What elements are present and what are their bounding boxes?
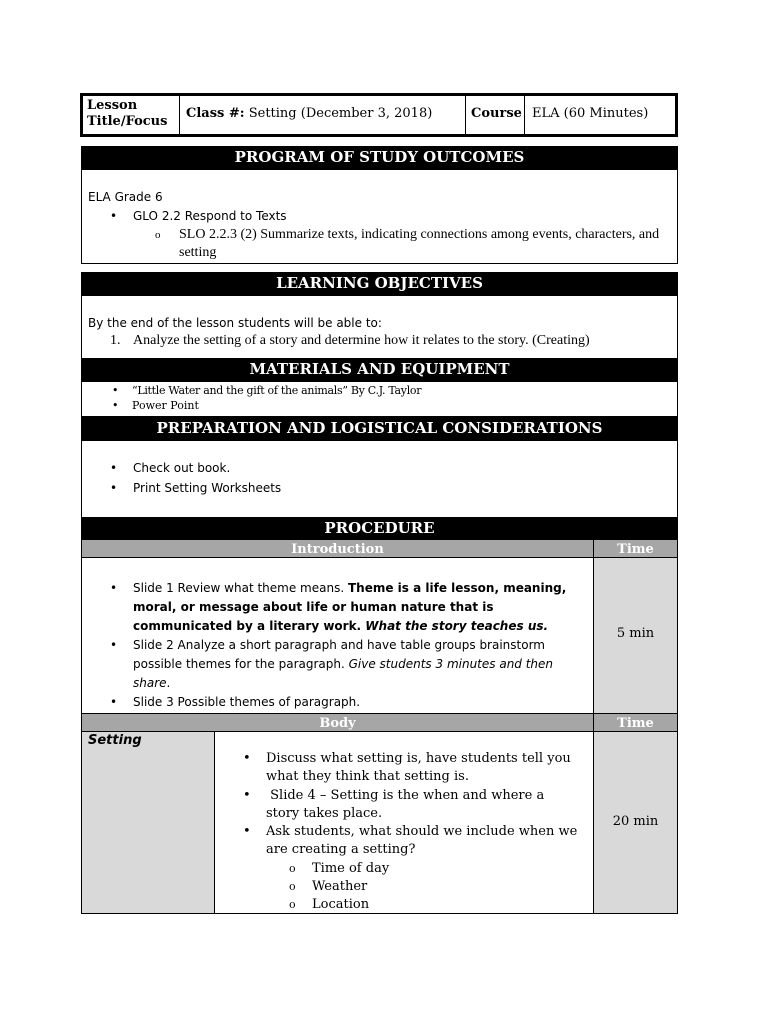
course-label: Course (471, 106, 522, 121)
intro-time-header: Time (593, 539, 678, 558)
slo-text: SLO 2.2.3 (2) Summarize texts, indicating connections among events, characters, and setting (179, 227, 660, 260)
outcomes-heading: PROGRAM OF STUDY OUTCOMES (81, 146, 678, 169)
class-field (186, 106, 461, 121)
setting-label: Setting (88, 733, 142, 748)
glo-code: GLO 2.2 (133, 209, 181, 223)
objectives-intro: By the end of the lesson students will be able to: (88, 316, 382, 330)
lesson-title-label: Lesson Title/Focus (87, 98, 168, 129)
course-value: ELA (60 Minutes) (532, 106, 649, 121)
header-divider-1 (179, 96, 180, 134)
objective-text: Analyze the setting of a story and determine how it relates to the story. (Creating) (133, 333, 590, 348)
header-divider-2 (465, 96, 466, 134)
body-header: Body (81, 713, 594, 732)
objectives-heading: LEARNING OBJECTIVES (81, 272, 678, 295)
class-value: Setting (December 3, 2018) (248, 106, 433, 121)
intro-slide-1: • Slide 1 Review what theme means. Theme is a life lesson, meaning, moral, or message about life or human nature that is communicated by a literary work. What the story teaches us. (110, 581, 567, 633)
glo-text: Respond to Texts (184, 209, 287, 223)
class-label: Class #: (186, 106, 245, 121)
procedure-heading: PROCEDURE (81, 517, 678, 539)
body-item-2: • Slide 4 – Setting is the when and where a story takes place. (243, 788, 549, 821)
body-time-header: Time (593, 713, 678, 732)
intro-slide-2: • Slide 2 Analyze a short paragraph and have table groups brainstorm possible themes for the paragraph. Give students 3 minutes and then share. (110, 638, 554, 690)
objective-item: 1. Analyze the setting of a story and determine how it relates to the story. (Creating) (110, 333, 590, 348)
body-item-1: • Discuss what setting is, have students tell you what they think that setting is. (243, 751, 571, 784)
materials-heading: MATERIALS AND EQUIPMENT (81, 358, 678, 381)
setting-label-cell (81, 731, 215, 914)
outcomes-grade: ELA Grade 6 (88, 190, 163, 204)
header-divider-3 (524, 96, 525, 134)
body-item-3: • Ask students, what should we include when we are creating a setting? (243, 824, 578, 857)
intro-time: 5 min (616, 626, 655, 641)
preparation-heading: PREPARATION AND LOGISTICAL CONSIDERATIONS (81, 417, 678, 440)
body-time: 20 min (612, 814, 659, 829)
introduction-header: Introduction (81, 539, 594, 558)
